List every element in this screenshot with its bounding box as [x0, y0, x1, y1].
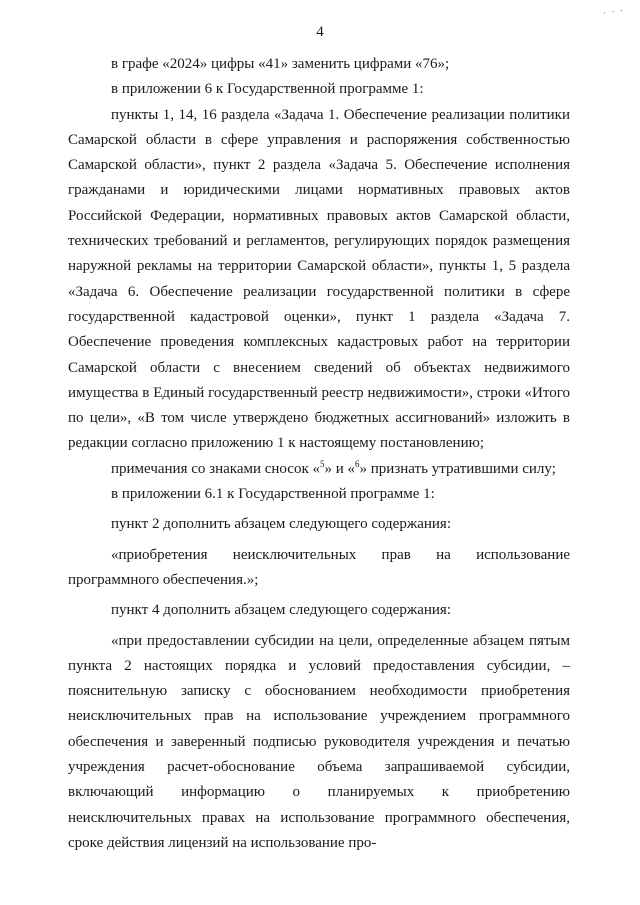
scan-artifact: . . . — [602, 2, 625, 16]
paragraph-footnotes — [68, 457, 570, 482]
document-body — [68, 52, 570, 856]
footnote-sup-6: 6 — [355, 458, 360, 469]
page-number: 4 — [316, 24, 324, 40]
paragraph-5: в приложении 6.1 к Государственной программе 1: — [111, 486, 435, 503]
footnote-text-after: » признать утратившими силу; — [359, 460, 556, 477]
paragraph-3: пункты 1, 14, 16 раздела «Задача 1. Обеспечение реализации политики Самарской области в сфере управления и распоряжения собственностью Самарской области», пункт 2 раздела «Задача 5. Обеспечение исполнения гражданами и юридическими лицами нормативных правовых актов Российской Федерации, нормативных правовых актов Самарской области, технических требований и регламентов, регулирующих порядок размещения наружной рекламы на территории Самарской области», пункты 1, 5 раздела «Задача 6. Обеспечение реализации государственной политики в сфере государственной кадастровой оценки», пункт 1 раздела «Задача 7. Обеспечение проведения комплексных кадастровых работ на территории Самарской области с внесением сведений об объектах недвижимого имущества в Единый государственный реестр недвижимости», строки «Итого по цели», «В том числе утверждено бюджетных ассигнований» изложить в редакции согласно приложению 1 к настоящему постановлению; — [68, 106, 570, 452]
paragraph-1: в графе «2024» цифры «41» заменить цифрами «76»; — [111, 56, 450, 72]
paragraph-2: в приложении 6 к Государственной программе 1: — [111, 81, 424, 98]
paragraph-9: «при предоставлении субсидии на цели, определенные абзацем пятым пункта 2 настоящих порядка и условий предоставления субсидии, – пояснительную записку с обоснованием необходимости приобретения неисключительных прав на использование учреждением программного обеспечения и заверенный подписью руководителя учреждения и печатью учреждения расчет-обоснование объема запрашиваемой субсидии, включающий информацию о планируемых к приобретению неисключительных правах на использование программного обеспечения, сроке действия лицензий на использование про- — [68, 632, 570, 851]
footnote-sup-5: 5 — [320, 458, 325, 469]
paragraph-7: «приобретения неисключительных прав на использование программного обеспечения.»; — [68, 546, 570, 588]
paragraph-6: пункт 2 дополнить абзацем следующего содержания: — [111, 516, 451, 533]
paragraph-8: пункт 4 дополнить абзацем следующего содержания: — [111, 602, 451, 619]
footnote-text-before: примечания со знаками сносок « — [111, 460, 320, 477]
footnote-text-middle: » и « — [324, 460, 356, 477]
